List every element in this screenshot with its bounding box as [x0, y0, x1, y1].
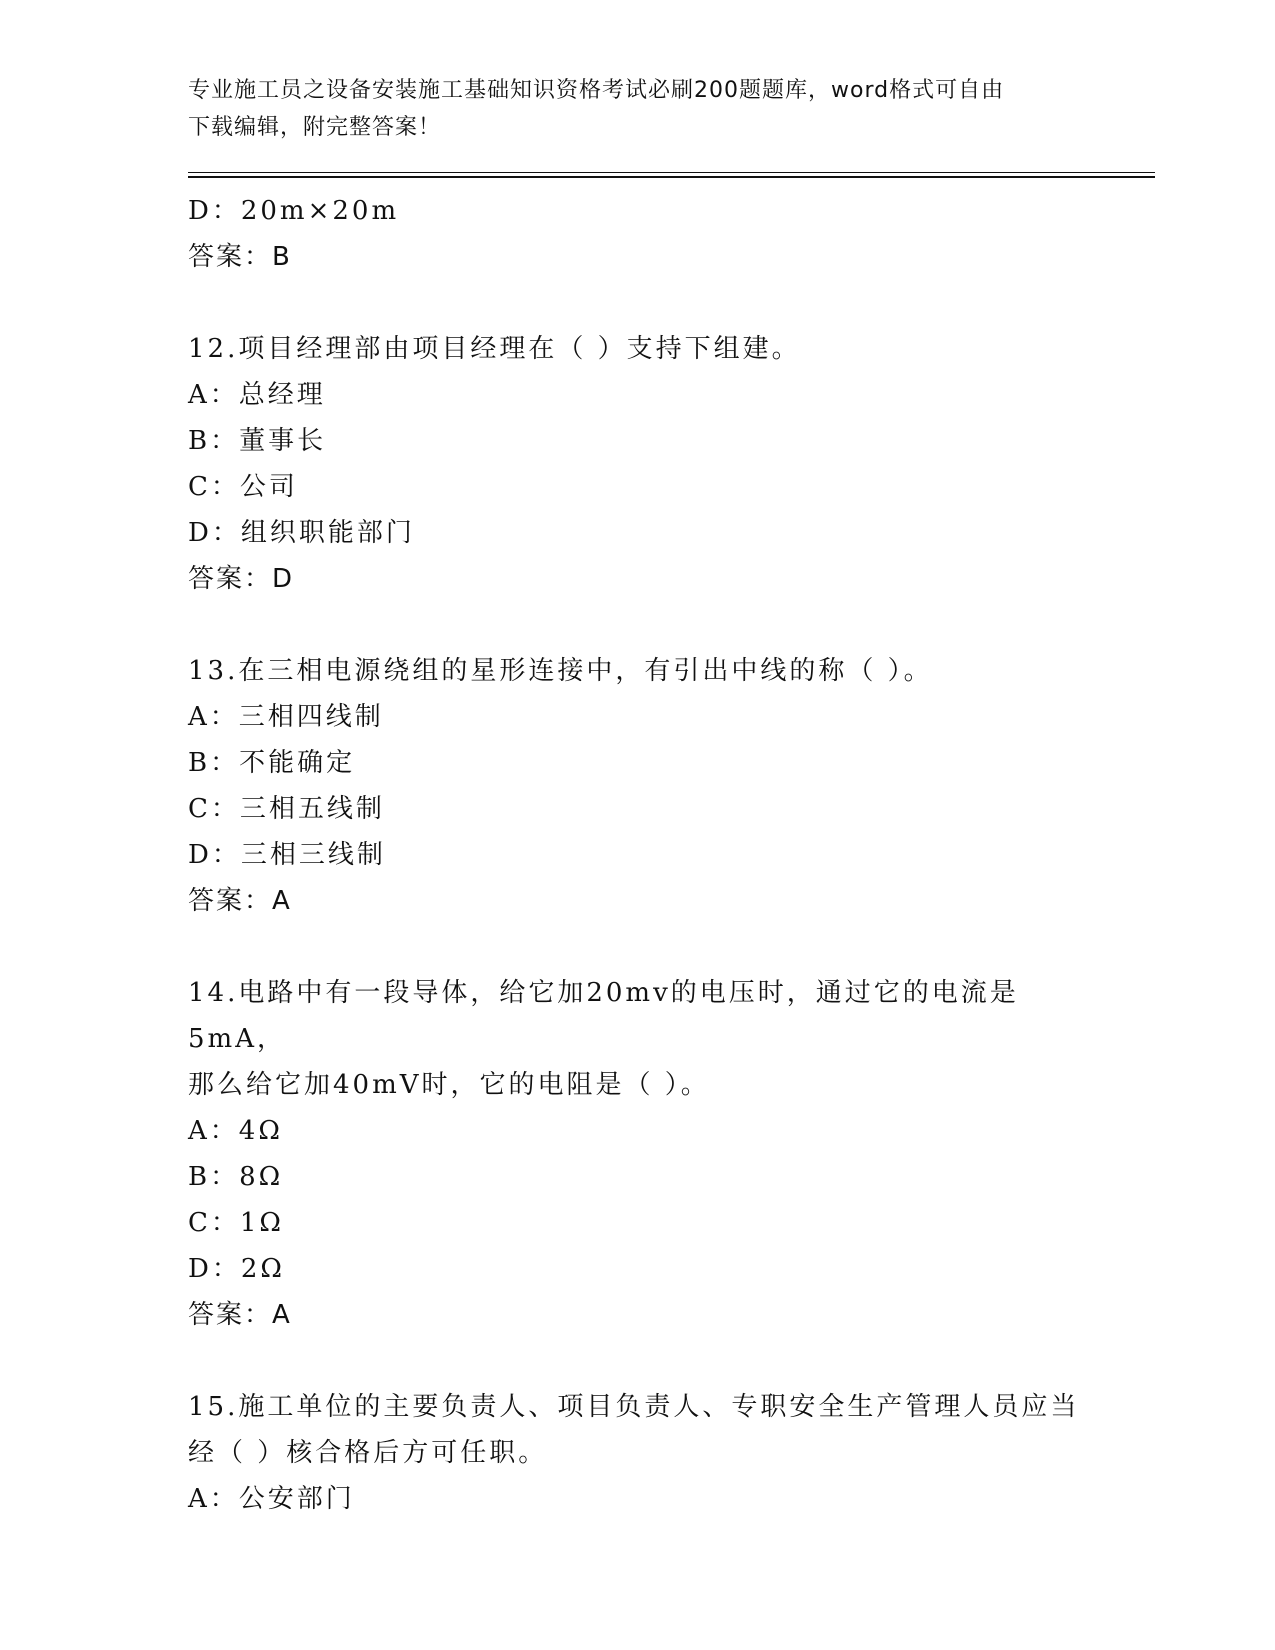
option-a: A：4Ω [188, 1116, 283, 1146]
spacer [188, 924, 1088, 970]
question-list [188, 188, 1088, 1522]
option-d: D：20m×20m [188, 196, 400, 226]
question-text: 13.在三相电源绕组的星形连接中，有引出中线的称（ ）。 [188, 656, 933, 686]
question-block-15 [188, 1384, 1088, 1522]
answer-line: 答案：A [188, 1300, 292, 1330]
option-a: A：总经理 [188, 380, 326, 410]
spacer [188, 602, 1088, 648]
question-block-12 [188, 326, 1088, 602]
option-b: B：不能确定 [188, 748, 356, 778]
header-line-1: 专业施工员之设备安装施工基础知识资格考试必刷200题题库，word格式可自由 [188, 78, 1005, 103]
option-c: C：三相五线制 [188, 794, 385, 824]
question-text: 12.项目经理部由项目经理在（ ）支持下组建。 [188, 334, 801, 364]
option-d: D：三相三线制 [188, 840, 386, 870]
option-a: A：三相四线制 [188, 702, 384, 732]
header-divider-thin [188, 172, 1155, 173]
question-text-line-1: 15.施工单位的主要负责人、项目负责人、专职安全生产管理人员应当 [188, 1392, 1080, 1422]
option-d: D：组织职能部门 [188, 518, 415, 548]
question-text-line-2: 那么给它加40mV时，它的电阻是（ ）。 [188, 1070, 710, 1100]
spacer [188, 280, 1088, 326]
option-b: B：董事长 [188, 426, 327, 456]
header-line-2: 下载编辑，附完整答案！ [188, 115, 442, 140]
document-header [188, 72, 1088, 146]
option-c: C：公司 [188, 472, 298, 502]
option-d: D：2Ω [188, 1254, 285, 1284]
question-block-14 [188, 970, 1088, 1338]
option-c: C：1Ω [188, 1208, 284, 1238]
spacer [188, 1338, 1088, 1384]
question-block-13 [188, 648, 1088, 924]
question-text-line-2: 经（ ）核合格后方可任职。 [188, 1438, 548, 1468]
header-divider-thick [188, 176, 1155, 178]
answer-line: 答案：D [188, 564, 295, 594]
question-text-line-1: 14.电路中有一段导体，给它加20mv的电压时，通过它的电流是5mA， [188, 978, 1019, 1054]
answer-line: 答案：A [188, 886, 292, 916]
option-a: A：公安部门 [188, 1484, 355, 1514]
option-b: B：8Ω [188, 1162, 284, 1192]
answer-line: 答案：B [188, 242, 292, 272]
